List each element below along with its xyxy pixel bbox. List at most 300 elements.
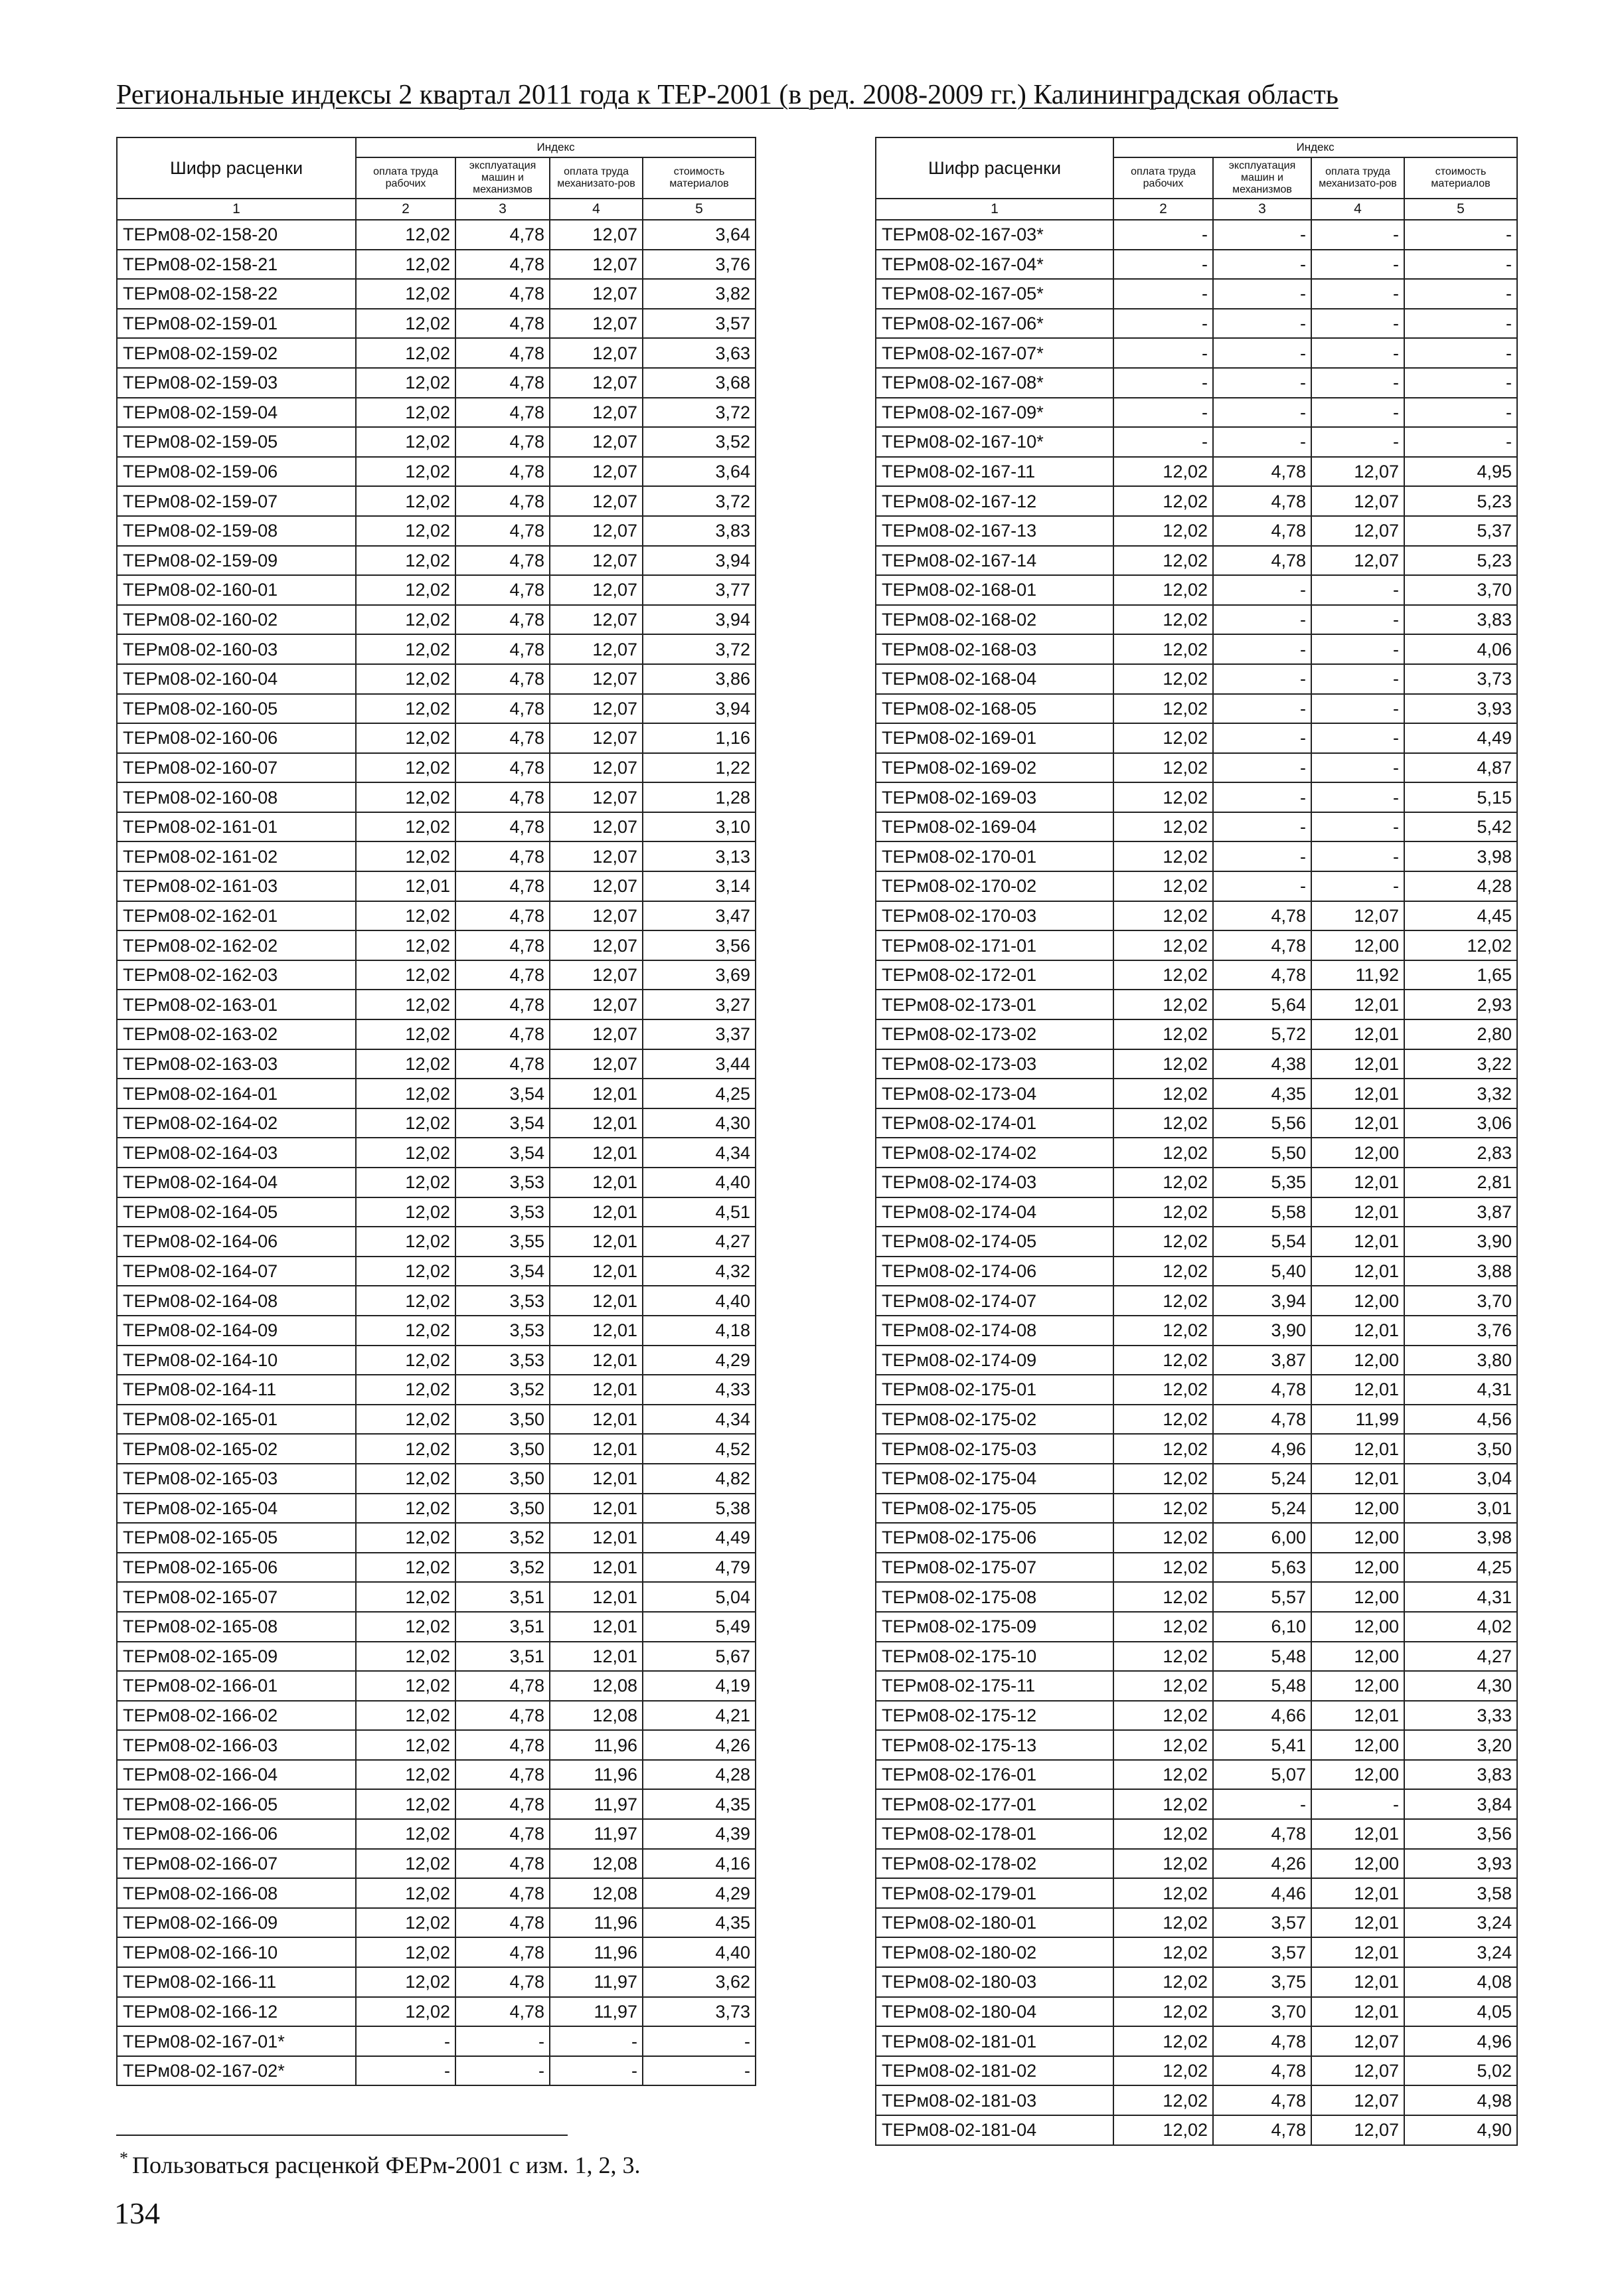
index-value-cell: 4,78 bbox=[455, 782, 550, 812]
labor-workers-header: оплата труда рабочих bbox=[1113, 157, 1213, 199]
index-value-cell: 12,02 bbox=[1113, 1908, 1213, 1938]
index-value-cell: 11,97 bbox=[550, 1789, 643, 1819]
index-value-cell: - bbox=[550, 2056, 643, 2086]
index-value-cell: 12,02 bbox=[356, 1849, 455, 1879]
index-value-cell: 5,24 bbox=[1213, 1494, 1311, 1524]
index-value-cell: 4,39 bbox=[643, 1819, 756, 1849]
index-value-cell: 4,31 bbox=[1404, 1582, 1517, 1612]
index-value-cell: 12,07 bbox=[550, 960, 643, 990]
table-row bbox=[876, 2115, 1517, 2145]
rate-code-cell: ТЕРм08-02-174-09 bbox=[876, 1346, 1113, 1375]
index-value-cell: 3,90 bbox=[1213, 1316, 1311, 1346]
index-value-cell: 12,02 bbox=[1113, 1937, 1213, 1967]
index-value-cell: 4,16 bbox=[643, 1849, 756, 1879]
index-value-cell: 4,78 bbox=[455, 1849, 550, 1879]
index-value-cell: 4,29 bbox=[643, 1346, 756, 1375]
index-value-cell: 4,78 bbox=[455, 605, 550, 635]
index-value-cell: 4,78 bbox=[455, 841, 550, 871]
rate-code-cell: ТЕРм08-02-174-08 bbox=[876, 1316, 1113, 1346]
index-value-cell: 3,33 bbox=[1404, 1701, 1517, 1731]
index-value-cell: 12,01 bbox=[1311, 1701, 1404, 1731]
index-value-cell: 12,02 bbox=[356, 1168, 455, 1197]
rate-code-cell: ТЕРм08-02-175-12 bbox=[876, 1701, 1113, 1731]
index-value-cell: 5,23 bbox=[1404, 546, 1517, 576]
index-value-cell: 4,40 bbox=[643, 1168, 756, 1197]
index-value-cell: 3,84 bbox=[1404, 1789, 1517, 1819]
index-value-cell: 4,66 bbox=[1213, 1701, 1311, 1731]
table-row bbox=[117, 486, 756, 516]
index-value-cell: 12,02 bbox=[356, 368, 455, 398]
index-value-cell: 12,00 bbox=[1311, 930, 1404, 960]
rate-code-cell: ТЕРм08-02-159-05 bbox=[117, 427, 356, 457]
labor-workers-header: оплата труда рабочих bbox=[356, 157, 455, 199]
index-value-cell: - bbox=[1213, 753, 1311, 783]
rate-code-cell: ТЕРм08-02-160-05 bbox=[117, 694, 356, 724]
index-value-cell: 4,35 bbox=[643, 1789, 756, 1819]
index-value-cell: 12,01 bbox=[1311, 1168, 1404, 1197]
index-value-cell: 4,28 bbox=[643, 1760, 756, 1790]
index-value-cell: 5,64 bbox=[1213, 990, 1311, 1019]
rate-code-cell: ТЕРм08-02-165-06 bbox=[117, 1553, 356, 1583]
rate-code-cell: ТЕРм08-02-169-03 bbox=[876, 782, 1113, 812]
index-value-cell: 4,40 bbox=[643, 1286, 756, 1316]
index-value-cell: 11,96 bbox=[550, 1937, 643, 1967]
index-value-cell: 12,02 bbox=[356, 1049, 455, 1079]
table-row bbox=[876, 1346, 1517, 1375]
index-value-cell: - bbox=[1113, 309, 1213, 339]
index-value-cell: 12,02 bbox=[356, 1878, 455, 1908]
index-value-cell: 5,15 bbox=[1404, 782, 1517, 812]
index-value-cell: 12,07 bbox=[1311, 901, 1404, 931]
index-value-cell: 4,27 bbox=[1404, 1642, 1517, 1672]
table-row bbox=[876, 605, 1517, 635]
table-row bbox=[117, 1523, 756, 1553]
table-row bbox=[117, 1079, 756, 1108]
column-number: 3 bbox=[1213, 199, 1311, 220]
index-value-cell: 12,02 bbox=[356, 1760, 455, 1790]
rate-code-cell: ТЕРм08-02-167-01* bbox=[117, 2026, 356, 2056]
index-value-cell: 4,78 bbox=[1213, 1819, 1311, 1849]
index-value-cell: 12,02 bbox=[356, 723, 455, 753]
index-value-cell: 4,26 bbox=[643, 1730, 756, 1760]
table-row bbox=[876, 812, 1517, 842]
index-value-cell: 4,78 bbox=[455, 1937, 550, 1967]
table-row bbox=[876, 2026, 1517, 2056]
index-value-cell: 3,98 bbox=[1404, 841, 1517, 871]
index-value-cell: 12,02 bbox=[1113, 930, 1213, 960]
index-value-cell: 12,01 bbox=[1311, 1464, 1404, 1494]
index-value-cell: 12,07 bbox=[550, 427, 643, 457]
index-value-cell: 3,54 bbox=[455, 1108, 550, 1138]
index-value-cell: 12,02 bbox=[356, 457, 455, 487]
index-value-cell: 12,02 bbox=[356, 1997, 455, 2027]
index-value-cell: 3,75 bbox=[1213, 1967, 1311, 1997]
index-value-cell: 3,50 bbox=[455, 1464, 550, 1494]
table-row bbox=[117, 1434, 756, 1464]
index-value-cell: 12,01 bbox=[550, 1582, 643, 1612]
index-value-cell: 12,02 bbox=[356, 1286, 455, 1316]
index-value-cell: 12,00 bbox=[1311, 1642, 1404, 1672]
index-value-cell: 3,53 bbox=[455, 1346, 550, 1375]
table-row bbox=[876, 1967, 1517, 1997]
index-value-cell: 12,07 bbox=[550, 1049, 643, 1079]
index-value-cell: 12,02 bbox=[356, 427, 455, 457]
index-value-cell: 12,02 bbox=[1113, 605, 1213, 635]
right-index-table bbox=[875, 137, 1518, 2146]
index-value-cell: 3,58 bbox=[1404, 1878, 1517, 1908]
index-value-cell: 3,14 bbox=[643, 871, 756, 901]
index-value-cell: - bbox=[1404, 427, 1517, 457]
index-value-cell: 4,78 bbox=[455, 1908, 550, 1938]
index-value-cell: - bbox=[643, 2026, 756, 2056]
index-value-cell: 4,56 bbox=[1404, 1405, 1517, 1435]
table-row bbox=[117, 1908, 756, 1938]
rate-code-cell: ТЕРм08-02-175-10 bbox=[876, 1642, 1113, 1672]
table-row bbox=[876, 1789, 1517, 1819]
index-value-cell: 5,40 bbox=[1213, 1257, 1311, 1286]
index-value-cell: 3,82 bbox=[643, 279, 756, 309]
index-value-cell: 3,70 bbox=[1213, 1997, 1311, 2027]
index-value-cell: 4,78 bbox=[1213, 546, 1311, 576]
index-value-cell: 3,87 bbox=[1404, 1197, 1517, 1227]
rate-code-cell: ТЕРм08-02-161-02 bbox=[117, 841, 356, 871]
table-row bbox=[876, 516, 1517, 546]
index-value-cell: 12,02 bbox=[1113, 634, 1213, 664]
index-value-cell: 5,67 bbox=[643, 1642, 756, 1672]
index-value-cell: 12,02 bbox=[1113, 812, 1213, 842]
index-value-cell: 12,02 bbox=[356, 1434, 455, 1464]
index-value-cell: 12,02 bbox=[1113, 1405, 1213, 1435]
index-value-cell: - bbox=[1311, 871, 1404, 901]
index-value-cell: 12,01 bbox=[356, 871, 455, 901]
index-value-cell: 12,01 bbox=[1311, 1937, 1404, 1967]
index-value-cell: 12,02 bbox=[1113, 1730, 1213, 1760]
index-value-cell: 12,07 bbox=[1311, 2085, 1404, 2115]
index-value-cell: - bbox=[1213, 605, 1311, 635]
index-value-cell: 12,02 bbox=[1113, 575, 1213, 605]
index-value-cell: 4,78 bbox=[1213, 1405, 1311, 1435]
index-value-cell: 4,98 bbox=[1404, 2085, 1517, 2115]
index-value-cell: - bbox=[1213, 427, 1311, 457]
index-value-cell: 12,07 bbox=[1311, 2056, 1404, 2086]
index-value-cell: 4,19 bbox=[643, 1671, 756, 1701]
index-value-cell: 12,01 bbox=[1311, 1019, 1404, 1049]
rate-code-cell: ТЕРм08-02-165-07 bbox=[117, 1582, 356, 1612]
rate-code-cell: ТЕРм08-02-175-06 bbox=[876, 1523, 1113, 1553]
table-row bbox=[117, 1138, 756, 1168]
table-row bbox=[876, 1937, 1517, 1967]
rate-code-cell: ТЕРм08-02-160-04 bbox=[117, 664, 356, 694]
index-value-cell: - bbox=[1113, 427, 1213, 457]
index-value-cell: 12,07 bbox=[550, 575, 643, 605]
index-value-cell: 12,01 bbox=[1311, 990, 1404, 1019]
index-value-cell: 12,02 bbox=[1113, 1997, 1213, 2027]
rate-code-cell: ТЕРм08-02-164-08 bbox=[117, 1286, 356, 1316]
rate-code-cell: ТЕРм08-02-159-01 bbox=[117, 309, 356, 339]
index-value-cell: 5,58 bbox=[1213, 1197, 1311, 1227]
machines-operation-header: эксплуатация машин и механизмов bbox=[1213, 157, 1311, 199]
code-column-header: Шифр расценки bbox=[117, 137, 356, 199]
index-value-cell: 3,72 bbox=[643, 398, 756, 428]
index-value-cell: 3,52 bbox=[643, 427, 756, 457]
rate-code-cell: ТЕРм08-02-180-01 bbox=[876, 1908, 1113, 1938]
index-value-cell: 12,07 bbox=[550, 605, 643, 635]
index-value-cell: - bbox=[643, 2056, 756, 2086]
table-row bbox=[117, 841, 756, 871]
index-value-cell: 4,34 bbox=[643, 1138, 756, 1168]
table-row bbox=[117, 250, 756, 280]
index-value-cell: 12,02 bbox=[1113, 546, 1213, 576]
column-number: 5 bbox=[643, 199, 756, 220]
rate-code-cell: ТЕРм08-02-159-08 bbox=[117, 516, 356, 546]
index-value-cell: 4,78 bbox=[455, 1671, 550, 1701]
index-value-cell: 12,01 bbox=[1311, 1316, 1404, 1346]
table-row bbox=[117, 990, 756, 1019]
index-value-cell: 12,02 bbox=[1113, 1464, 1213, 1494]
index-value-cell: 3,69 bbox=[643, 960, 756, 990]
index-value-cell: 12,02 bbox=[1113, 2085, 1213, 2115]
table-row bbox=[117, 368, 756, 398]
index-value-cell: 4,26 bbox=[1213, 1849, 1311, 1879]
index-value-cell: 4,46 bbox=[1213, 1878, 1311, 1908]
labor-operators-header: оплата труда механизато-ров bbox=[1311, 157, 1404, 199]
rate-code-cell: ТЕРм08-02-169-04 bbox=[876, 812, 1113, 842]
index-value-cell: 4,78 bbox=[455, 309, 550, 339]
index-value-cell: - bbox=[1213, 812, 1311, 842]
index-value-cell: - bbox=[1311, 309, 1404, 339]
index-value-cell: 4,78 bbox=[455, 486, 550, 516]
index-value-cell: 3,98 bbox=[1404, 1523, 1517, 1553]
index-value-cell: 12,01 bbox=[1311, 1819, 1404, 1849]
index-value-cell: 3,52 bbox=[455, 1375, 550, 1405]
rate-code-cell: ТЕРм08-02-175-11 bbox=[876, 1671, 1113, 1701]
rate-code-cell: ТЕРм08-02-164-04 bbox=[117, 1168, 356, 1197]
column-number: 3 bbox=[455, 199, 550, 220]
index-value-cell: - bbox=[1213, 575, 1311, 605]
index-value-cell: 12,02 bbox=[356, 1464, 455, 1494]
rate-code-cell: ТЕРм08-02-165-08 bbox=[117, 1612, 356, 1642]
rate-code-cell: ТЕРм08-02-179-01 bbox=[876, 1878, 1113, 1908]
table-row bbox=[876, 1434, 1517, 1464]
rate-code-cell: ТЕРм08-02-164-09 bbox=[117, 1316, 356, 1346]
table-row bbox=[117, 1019, 756, 1049]
table-row bbox=[876, 250, 1517, 280]
table-row bbox=[117, 1582, 756, 1612]
table-row bbox=[876, 782, 1517, 812]
index-value-cell: 12,02 bbox=[356, 930, 455, 960]
index-value-cell: 4,78 bbox=[455, 1997, 550, 2027]
index-value-cell: 12,02 bbox=[1113, 960, 1213, 990]
index-value-cell: - bbox=[1311, 368, 1404, 398]
table-row bbox=[117, 1257, 756, 1286]
rate-code-cell: ТЕРм08-02-175-08 bbox=[876, 1582, 1113, 1612]
table-row bbox=[876, 1819, 1517, 1849]
index-value-cell: 11,97 bbox=[550, 1819, 643, 1849]
rate-code-cell: ТЕРм08-02-172-01 bbox=[876, 960, 1113, 990]
rate-code-cell: ТЕРм08-02-173-02 bbox=[876, 1019, 1113, 1049]
index-value-cell: 12,02 bbox=[356, 1730, 455, 1760]
index-value-cell: 12,02 bbox=[1113, 753, 1213, 783]
index-value-cell: 4,78 bbox=[455, 723, 550, 753]
table-row bbox=[876, 841, 1517, 871]
index-value-cell: 12,02 bbox=[356, 250, 455, 280]
rate-code-cell: ТЕРм08-02-173-03 bbox=[876, 1049, 1113, 1079]
rate-code-cell: ТЕРм08-02-177-01 bbox=[876, 1789, 1113, 1819]
index-value-cell: 5,24 bbox=[1213, 1464, 1311, 1494]
index-value-cell: 12,07 bbox=[1311, 486, 1404, 516]
table-row bbox=[117, 516, 756, 546]
index-value-cell: 3,20 bbox=[1404, 1730, 1517, 1760]
table-row bbox=[117, 1464, 756, 1494]
rate-code-cell: ТЕРм08-02-168-05 bbox=[876, 694, 1113, 724]
rate-code-cell: ТЕРм08-02-160-08 bbox=[117, 782, 356, 812]
index-value-cell: 4,38 bbox=[1213, 1049, 1311, 1079]
index-value-cell: 12,02 bbox=[356, 605, 455, 635]
table-row bbox=[117, 1997, 756, 2027]
index-value-cell: 3,72 bbox=[643, 486, 756, 516]
index-value-cell: 12,02 bbox=[356, 220, 455, 250]
index-value-cell: 12,07 bbox=[550, 516, 643, 546]
rate-code-cell: ТЕРм08-02-158-20 bbox=[117, 220, 356, 250]
table-row bbox=[117, 605, 756, 635]
index-value-cell: 12,02 bbox=[1113, 486, 1213, 516]
column-number: 4 bbox=[550, 199, 643, 220]
index-value-cell: 12,01 bbox=[550, 1346, 643, 1375]
index-value-cell: 12,02 bbox=[356, 1789, 455, 1819]
index-value-cell: 3,73 bbox=[643, 1997, 756, 2027]
index-value-cell: 12,02 bbox=[356, 546, 455, 576]
rate-code-cell: ТЕРм08-02-175-04 bbox=[876, 1464, 1113, 1494]
index-value-cell: 12,01 bbox=[550, 1612, 643, 1642]
rate-code-cell: ТЕРм08-02-163-01 bbox=[117, 990, 356, 1019]
index-value-cell: 3,24 bbox=[1404, 1908, 1517, 1938]
index-value-cell: 12,01 bbox=[550, 1168, 643, 1197]
index-value-cell: 12,07 bbox=[550, 368, 643, 398]
index-value-cell: 12,01 bbox=[550, 1257, 643, 1286]
index-value-cell: 12,02 bbox=[356, 901, 455, 931]
index-value-cell: 4,78 bbox=[455, 220, 550, 250]
index-value-cell: 12,01 bbox=[550, 1464, 643, 1494]
rate-code-cell: ТЕРм08-02-160-03 bbox=[117, 634, 356, 664]
rate-code-cell: ТЕРм08-02-161-01 bbox=[117, 812, 356, 842]
index-value-cell: 3,53 bbox=[455, 1316, 550, 1346]
rate-code-cell: ТЕРм08-02-170-02 bbox=[876, 871, 1113, 901]
table-row bbox=[117, 1819, 756, 1849]
index-value-cell: 12,02 bbox=[1113, 1523, 1213, 1553]
table-row bbox=[876, 901, 1517, 931]
index-value-cell: 12,02 bbox=[356, 1108, 455, 1138]
index-value-cell: 12,02 bbox=[1113, 1286, 1213, 1316]
column-number: 5 bbox=[1404, 199, 1517, 220]
index-value-cell: 3,51 bbox=[455, 1582, 550, 1612]
index-value-cell: 4,02 bbox=[1404, 1612, 1517, 1642]
table-row bbox=[876, 723, 1517, 753]
table-row bbox=[117, 575, 756, 605]
index-value-cell: 12,01 bbox=[550, 1642, 643, 1672]
index-value-cell: 3,87 bbox=[1213, 1346, 1311, 1375]
index-value-cell: 3,94 bbox=[643, 546, 756, 576]
table-row bbox=[117, 812, 756, 842]
index-value-cell: 3,53 bbox=[455, 1286, 550, 1316]
index-value-cell: 12,02 bbox=[356, 841, 455, 871]
index-value-cell: 4,78 bbox=[455, 1819, 550, 1849]
rate-code-cell: ТЕРм08-02-166-01 bbox=[117, 1671, 356, 1701]
rate-code-cell: ТЕРм08-02-175-13 bbox=[876, 1730, 1113, 1760]
index-value-cell: - bbox=[1311, 1789, 1404, 1819]
index-value-cell: 12,01 bbox=[1311, 1227, 1404, 1257]
index-value-cell: - bbox=[1213, 871, 1311, 901]
index-value-cell: 4,78 bbox=[455, 812, 550, 842]
index-value-cell: - bbox=[1213, 841, 1311, 871]
index-value-cell: 12,00 bbox=[1311, 1730, 1404, 1760]
index-value-cell: 4,49 bbox=[1404, 723, 1517, 753]
index-value-cell: 5,49 bbox=[643, 1612, 756, 1642]
index-value-cell: 3,63 bbox=[643, 338, 756, 368]
index-value-cell: 12,00 bbox=[1311, 1346, 1404, 1375]
rate-code-cell: ТЕРм08-02-165-02 bbox=[117, 1434, 356, 1464]
index-value-cell: 12,02 bbox=[356, 338, 455, 368]
index-value-cell: 12,07 bbox=[550, 634, 643, 664]
index-value-cell: 12,02 bbox=[1113, 1019, 1213, 1049]
rate-code-cell: ТЕРм08-02-173-01 bbox=[876, 990, 1113, 1019]
index-value-cell: - bbox=[1213, 338, 1311, 368]
index-value-cell: 4,78 bbox=[455, 368, 550, 398]
rate-code-cell: ТЕРм08-02-174-03 bbox=[876, 1168, 1113, 1197]
table-row bbox=[876, 1257, 1517, 1286]
index-value-cell: - bbox=[1213, 1789, 1311, 1819]
index-value-cell: 12,02 bbox=[356, 1257, 455, 1286]
rate-code-cell: ТЕРм08-02-166-03 bbox=[117, 1730, 356, 1760]
index-value-cell: 1,16 bbox=[643, 723, 756, 753]
table-row bbox=[876, 575, 1517, 605]
index-value-cell: 4,78 bbox=[455, 427, 550, 457]
index-value-cell: 3,88 bbox=[1404, 1257, 1517, 1286]
rate-code-cell: ТЕРм08-02-166-05 bbox=[117, 1789, 356, 1819]
rate-code-cell: ТЕРм08-02-168-02 bbox=[876, 605, 1113, 635]
index-value-cell: 12,02 bbox=[1113, 1138, 1213, 1168]
index-value-cell: 5,50 bbox=[1213, 1138, 1311, 1168]
rate-code-cell: ТЕРм08-02-164-07 bbox=[117, 1257, 356, 1286]
table-row bbox=[876, 1019, 1517, 1049]
index-value-cell: 12,02 bbox=[1113, 1967, 1213, 1997]
index-value-cell: 12,02 bbox=[1113, 1257, 1213, 1286]
table-row bbox=[117, 1168, 756, 1197]
index-value-cell: 3,72 bbox=[643, 634, 756, 664]
index-value-cell: 3,90 bbox=[1404, 1227, 1517, 1257]
index-value-cell: 4,29 bbox=[643, 1878, 756, 1908]
index-value-cell: 12,01 bbox=[550, 1405, 643, 1435]
rate-code-cell: ТЕРм08-02-164-11 bbox=[117, 1375, 356, 1405]
table-row bbox=[876, 930, 1517, 960]
index-value-cell: 12,07 bbox=[550, 664, 643, 694]
index-value-cell: 12,00 bbox=[1311, 1138, 1404, 1168]
rate-code-cell: ТЕРм08-02-166-07 bbox=[117, 1849, 356, 1879]
index-value-cell: 12,01 bbox=[550, 1079, 643, 1108]
index-value-cell: 12,02 bbox=[1113, 1642, 1213, 1672]
rate-code-cell: ТЕРм08-02-160-02 bbox=[117, 605, 356, 635]
table-row bbox=[117, 1346, 756, 1375]
rate-code-cell: ТЕРм08-02-180-02 bbox=[876, 1937, 1113, 1967]
rate-code-cell: ТЕРм08-02-167-11 bbox=[876, 457, 1113, 487]
index-value-cell: 4,78 bbox=[455, 1878, 550, 1908]
index-value-cell: 12,02 bbox=[1113, 1819, 1213, 1849]
index-value-cell: 12,02 bbox=[1113, 1079, 1213, 1108]
index-value-cell: 12,01 bbox=[550, 1286, 643, 1316]
index-value-cell: 4,52 bbox=[643, 1434, 756, 1464]
table-row bbox=[117, 1286, 756, 1316]
index-value-cell: 4,78 bbox=[1213, 2115, 1311, 2145]
index-value-cell: 12,02 bbox=[356, 1701, 455, 1731]
